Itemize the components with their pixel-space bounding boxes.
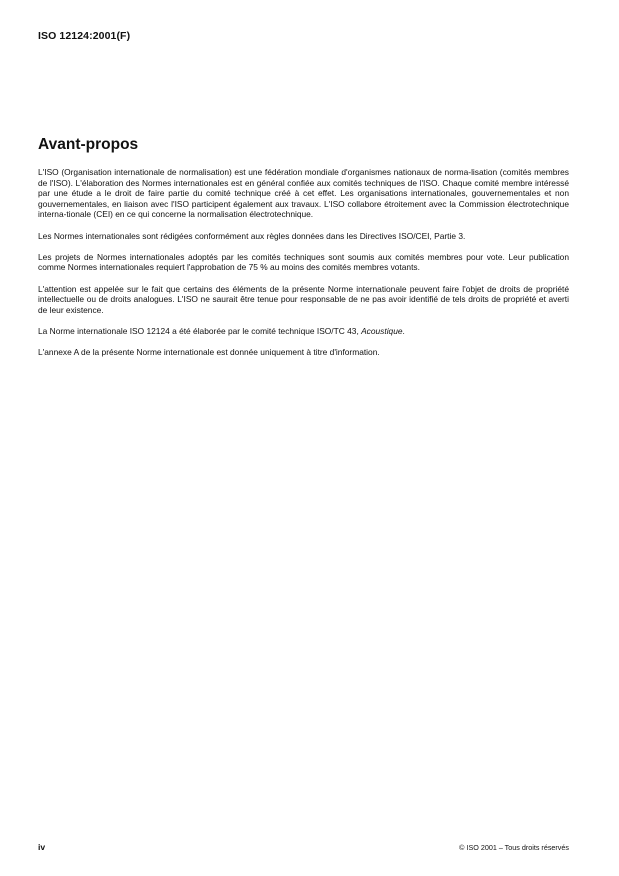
paragraph-annex: L'annexe A de la présente Norme internationale est donnée uniquement à titre d'information.	[38, 347, 380, 358]
paragraph-voting: Les projets de Normes internationales adoptés par les comités techniques sont soumis aux comités membres pour vote. Leur publication comme Normes internationales requiert l'approbation de 75 % au moins des comités membres votants.	[38, 251, 569, 273]
copyright-notice: © ISO 2001 – Tous droits réservés	[459, 843, 569, 852]
committee-name: Acoustique	[361, 325, 403, 336]
document-id-header: ISO 12124:2001(F)	[38, 30, 131, 42]
paragraph-drafting-rules: Les Normes internationales sont rédigées conformément aux règles données dans les Directives ISO/CEI, Partie 3.	[38, 230, 466, 241]
section-title: Avant-propos	[38, 136, 139, 153]
page-number: iv	[38, 842, 46, 852]
paragraph-patent-rights: L'attention est appelée sur le fait que certains des éléments de la présente Norme internationale peuvent faire l'objet de droits de propriété intellectuelle ou de droits analogues. L'ISO ne saurait être tenue pour responsable de ne pas avoir identifié de tels droits de propriété et averti de leur existence.	[38, 283, 569, 315]
committee-sentence-end: .	[402, 325, 405, 336]
paragraph-committee	[38, 326, 569, 337]
foreword-body	[38, 167, 569, 368]
committee-sentence: La Norme internationale ISO 12124 a été élaborée par le comité technique ISO/TC 43,	[38, 325, 359, 336]
paragraph-iso-organisation: L'ISO (Organisation internationale de normalisation) est une fédération mondiale d'organismes nationaux de norma-lisation (comités membres de l'ISO). L'élaboration des Normes internationales est en général confiée aux comités techniques de l'ISO. Chaque comité membre intéressé par une étude a le droit de faire partie du comité technique créé à cet effet. Les organisations internationales, gouvernementales et non gouvernementales, en liaison avec l'ISO participent également aux travaux. L'ISO collabore étroitement avec la Commission électrotechnique interna-tionale (CEI) en ce qui concerne la normalisation électrotechnique.	[38, 167, 569, 220]
